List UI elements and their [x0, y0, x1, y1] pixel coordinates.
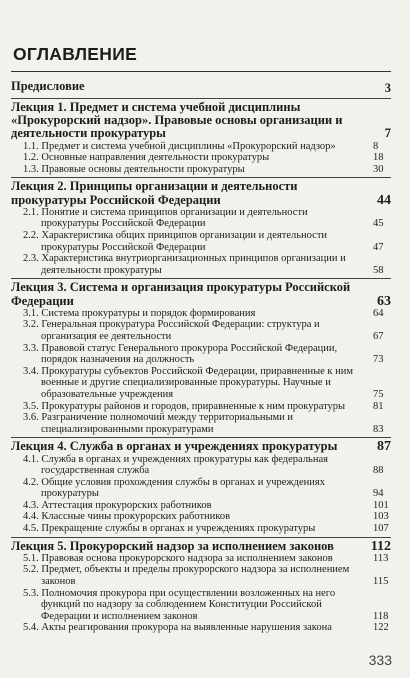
- section-divider: [11, 537, 391, 538]
- toc-section: 1.1. Предмет и система учебной дисциплины «Прокурорский надзор» 8: [23, 140, 379, 152]
- section-title: 5.2. Предмет, объекты и пределы прокурорского надзора за исполнением законов: [23, 564, 350, 588]
- toc-section: 5.4. Акты реагирования прокурора на выявленные нарушения закона 122: [23, 622, 389, 634]
- lecture-title: Лекция 3. Система и организация прокуратуры Российской Федерации: [11, 280, 351, 308]
- section-title: 2.2. Характеристика общих принципов организации и деятельности прокуратуры Российской Федерации: [23, 229, 328, 253]
- section-divider: [11, 98, 391, 99]
- toc-lecture-5: [11, 540, 391, 553]
- lecture-title: Лекция 2. Принципы организации и деятельности прокуратуры Российской Федерации: [11, 179, 298, 207]
- lecture-title: Лекция 1. Предмет и система учебной дисциплины «Прокурорский надзор». Правовые основы организации и деятельности прокуратуры: [11, 100, 343, 141]
- section-title: 1.1. Предмет и система учебной дисциплины «Прокурорский надзор»: [23, 140, 336, 152]
- toc-section: 3.1. Система прокуратуры и порядок формирования 64: [23, 307, 384, 319]
- toc-section: 1.2. Основные направления деятельности прокуратуры 18: [23, 152, 384, 164]
- section-title: 2.1. Понятие и система принципов организации и деятельности прокуратуры Российской Федерации: [23, 206, 308, 230]
- lecture-page: 87: [377, 439, 391, 455]
- table-of-contents: [11, 80, 391, 634]
- title-divider: [11, 71, 391, 72]
- section-title: 3.2. Генеральная прокуратура Российской Федерации: структура и организация ее деятельности: [23, 319, 320, 342]
- page-title: ОГЛАВЛЕНИЕ: [13, 44, 138, 64]
- lecture-title: Лекция 5. Прокурорский надзор за исполнением законов: [11, 538, 334, 553]
- section-title: 5.1. Правовая основа прокурорского надзора за исполнением законов: [23, 552, 333, 564]
- preface-page: 3: [384, 81, 391, 95]
- section-title: 3.1. Система прокуратуры и порядок формирования: [23, 307, 256, 319]
- section-title: 4.2. Общие условия прохождения службы в органах и учреждениях прокуратуры: [23, 476, 325, 500]
- toc-section: 4.3. Аттестация прокурорских работников 101: [23, 499, 389, 511]
- section-title: 3.3. Правовой статус Генерального прокурора Российской Федерации, порядок назначения на должность: [23, 342, 338, 366]
- preface-label: Предисловие: [11, 79, 85, 93]
- lecture-page: 63: [377, 293, 391, 309]
- lecture-page: 44: [377, 192, 391, 208]
- lecture-title: Лекция 4. Служба в органах и учреждениях прокуратуры: [11, 439, 338, 454]
- toc-section: 1.3. Правовые основы деятельности прокуратуры 30: [23, 163, 384, 175]
- toc-section: 5.3. Полномочия прокурора при осуществлении возложенных на него функций по надзору за соблюдением Конституции Российской Федерации и исполнением законов 118: [23, 587, 389, 622]
- toc-lecture-4: [11, 440, 391, 453]
- toc-section: 3.2. Генеральная прокуратура Российской Федерации: структура и организация ее деятельности 67: [23, 319, 384, 342]
- toc-entry-preface: [11, 80, 391, 94]
- toc-lecture-1: [11, 101, 391, 141]
- toc-section: 2.1. Понятие и система принципов организации и деятельности прокуратуры Российской Федерации 45: [23, 206, 384, 230]
- section-title: 4.4. Классные чины прокурорских работников: [23, 511, 231, 523]
- section-title: 3.6. Разграничение полномочий между территориальными и специализированными прокуратурами: [23, 412, 294, 435]
- page-number: 333: [368, 652, 392, 668]
- section-title: 5.3. Полномочия прокурора при осуществлении возложенных на него функций по надзору за соблюдением Конституции Российской Федерации и исполнением законов: [23, 587, 336, 622]
- toc-section: 4.2. Общие условия прохождения службы в органах и учреждениях прокуратуры 94: [23, 476, 384, 500]
- section-title: 1.3. Правовые основы деятельности прокуратуры: [23, 163, 245, 175]
- section-title: 3.4. Прокуратуры субъектов Российской Федерации, приравненные к ним военные и другие специализированные прокуратуры. Научные и образовательные учреждения: [23, 365, 354, 400]
- toc-section: 3.5. Прокуратуры районов и городов, приравненные к ним прокуратуры 81: [23, 400, 384, 412]
- section-title: 1.2. Основные направления деятельности прокуратуры: [23, 152, 270, 164]
- toc-lecture-3: [11, 281, 391, 307]
- toc-section: 2.3. Характеристика внутриорганизационных принципов организации и деятельности прокуратуры 58: [23, 253, 384, 276]
- toc-section: 4.4. Классные чины прокурорских работников 103: [23, 511, 389, 523]
- section-title: 2.3. Характеристика внутриорганизационных принципов организации и деятельности прокуратуры: [23, 253, 346, 276]
- section-divider: [11, 278, 391, 279]
- toc-section: 3.4. Прокуратуры субъектов Российской Федерации, приравненные к ним военные и другие специализированные прокуратуры. Научные и образовательные учреждения 75: [23, 365, 384, 400]
- lecture-page: 112: [370, 538, 391, 554]
- section-title: 4.5. Прекращение службы в органах и учреждениях прокуратуры: [23, 523, 316, 535]
- toc-section: 3.6. Разграничение полномочий между территориальными и специализированными прокуратурами 83: [23, 412, 384, 435]
- section-title: 4.3. Аттестация прокурорских работников: [23, 499, 212, 511]
- toc-section: 4.5. Прекращение службы в органах и учреждениях прокуратуры 107: [23, 523, 389, 535]
- section-title: 5.4. Акты реагирования прокурора на выявленные нарушения закона: [23, 622, 332, 634]
- section-divider: [11, 437, 391, 438]
- toc-section: 4.1. Служба в органах и учреждениях прокуратуры как федеральная государственная служба 88: [23, 453, 384, 477]
- toc-section: 5.2. Предмет, объекты и пределы прокурорского надзора за исполнением законов 115: [23, 564, 389, 588]
- toc-lecture-2: [11, 180, 391, 206]
- section-title: 3.5. Прокуратуры районов и городов, приравненные к ним прокуратуры: [23, 400, 346, 412]
- section-title: 4.1. Служба в органах и учреждениях прокуратуры как федеральная государственная служба: [23, 453, 328, 477]
- toc-section: 5.1. Правовая основа прокурорского надзора за исполнением законов 113: [23, 552, 389, 564]
- lecture-page: 7: [384, 126, 391, 141]
- section-divider: [11, 177, 391, 178]
- toc-section: 2.2. Характеристика общих принципов организации и деятельности прокуратуры Российской Федерации 47: [23, 229, 384, 253]
- toc-section: 3.3. Правовой статус Генерального прокурора Российской Федерации, порядок назначения на должность 73: [23, 342, 384, 366]
